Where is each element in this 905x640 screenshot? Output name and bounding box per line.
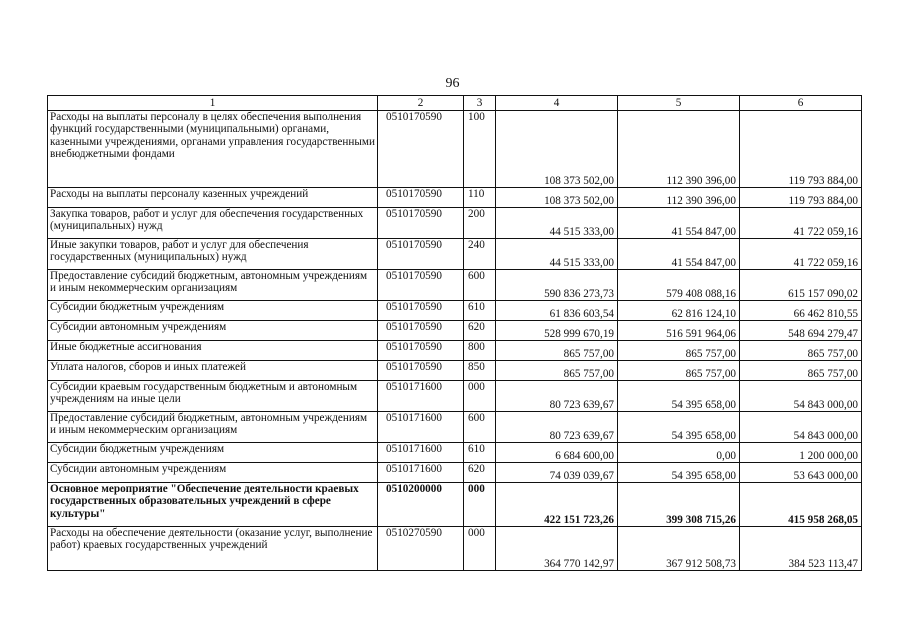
row-amount-year3-cell: 615 157 090,02 — [740, 270, 862, 301]
row-code-cell: 0510171600 — [378, 463, 464, 483]
row-name-cell: Расходы на выплаты персоналу в целях обеспечения выполнения функций государственными (муниципальными) органами, казенными учреждениями, органами управления государственными внебюджетными фондами — [48, 111, 378, 188]
header-cell-6: 6 — [740, 96, 862, 111]
row-expense-type-cell: 610 — [464, 443, 496, 463]
row-amount-year2-cell: 516 591 964,06 — [618, 321, 740, 341]
table-row — [48, 270, 862, 301]
budget-table — [47, 95, 862, 571]
row-name-cell: Субсидии автономным учреждениям — [48, 463, 378, 483]
row-name-cell: Расходы на обеспечение деятельности (оказание услуг, выполнение работ) краевых государственных учреждений — [48, 527, 378, 571]
row-name-cell: Иные закупки товаров, работ и услуг для обеспечения государственных (муниципальных) нужд — [48, 239, 378, 270]
row-expense-type-cell: 600 — [464, 270, 496, 301]
table-row — [48, 208, 862, 239]
row-amount-year3-cell: 66 462 810,55 — [740, 301, 862, 321]
row-amount-year3-cell: 548 694 279,47 — [740, 321, 862, 341]
table-row — [48, 361, 862, 381]
header-cell-1: 1 — [48, 96, 378, 111]
row-amount-year2-cell: 41 554 847,00 — [618, 208, 740, 239]
row-expense-type-cell: 200 — [464, 208, 496, 239]
row-code-cell: 0510170590 — [378, 239, 464, 270]
row-expense-type-cell: 100 — [464, 111, 496, 188]
table-row — [48, 111, 862, 188]
row-amount-year1-cell: 61 836 603,54 — [496, 301, 618, 321]
row-code-cell: 0510170590 — [378, 111, 464, 188]
row-expense-type-cell: 610 — [464, 301, 496, 321]
row-name-cell: Субсидии краевым государственным бюджетным и автономным учреждениям на иные цели — [48, 381, 378, 412]
row-code-cell: 0510170590 — [378, 188, 464, 208]
row-expense-type-cell: 000 — [464, 483, 496, 527]
table-row — [48, 412, 862, 443]
row-amount-year1-cell: 80 723 639,67 — [496, 381, 618, 412]
row-amount-year3-cell: 41 722 059,16 — [740, 208, 862, 239]
row-expense-type-cell: 240 — [464, 239, 496, 270]
table-row — [48, 301, 862, 321]
row-amount-year3-cell: 1 200 000,00 — [740, 443, 862, 463]
row-name-cell: Расходы на выплаты персоналу казенных учреждений — [48, 188, 378, 208]
row-amount-year1-cell: 74 039 039,67 — [496, 463, 618, 483]
row-name-cell: Субсидии бюджетным учреждениям — [48, 443, 378, 463]
row-name-cell: Основное мероприятие "Обеспечение деятельности краевых государственных образовательных учреждений в сфере культуры" — [48, 483, 378, 527]
row-expense-type-cell: 620 — [464, 321, 496, 341]
row-code-cell: 0510170590 — [378, 270, 464, 301]
row-amount-year2-cell: 865 757,00 — [618, 361, 740, 381]
row-name-cell: Субсидии бюджетным учреждениям — [48, 301, 378, 321]
row-name-cell: Иные бюджетные ассигнования — [48, 341, 378, 361]
row-amount-year2-cell: 112 390 396,00 — [618, 111, 740, 188]
row-code-cell: 0510170590 — [378, 361, 464, 381]
row-expense-type-cell: 850 — [464, 361, 496, 381]
row-amount-year3-cell: 865 757,00 — [740, 361, 862, 381]
row-name-cell: Закупка товаров, работ и услуг для обеспечения государственных (муниципальных) нужд — [48, 208, 378, 239]
row-amount-year2-cell: 41 554 847,00 — [618, 239, 740, 270]
row-amount-year2-cell: 62 816 124,10 — [618, 301, 740, 321]
row-name-cell: Предоставление субсидий бюджетным, автономным учреждениям и иным некоммерческим организациям — [48, 270, 378, 301]
row-amount-year3-cell: 415 958 268,05 — [740, 483, 862, 527]
row-code-cell: 0510171600 — [378, 381, 464, 412]
table-row — [48, 483, 862, 527]
row-code-cell: 0510170590 — [378, 301, 464, 321]
header-cell-5: 5 — [618, 96, 740, 111]
row-amount-year2-cell: 367 912 508,73 — [618, 527, 740, 571]
row-amount-year1-cell: 528 999 670,19 — [496, 321, 618, 341]
row-name-cell: Уплата налогов, сборов и иных платежей — [48, 361, 378, 381]
row-expense-type-cell: 000 — [464, 381, 496, 412]
row-amount-year2-cell: 0,00 — [618, 443, 740, 463]
row-amount-year3-cell: 119 793 884,00 — [740, 188, 862, 208]
row-amount-year1-cell: 422 151 723,26 — [496, 483, 618, 527]
table-row — [48, 321, 862, 341]
table-row — [48, 239, 862, 270]
row-amount-year3-cell: 53 643 000,00 — [740, 463, 862, 483]
row-amount-year1-cell: 865 757,00 — [496, 361, 618, 381]
row-name-cell: Предоставление субсидий бюджетным, автономным учреждениям и иным некоммерческим организациям — [48, 412, 378, 443]
table-row — [48, 188, 862, 208]
table-row — [48, 527, 862, 571]
row-amount-year3-cell: 54 843 000,00 — [740, 412, 862, 443]
table-header-row — [48, 96, 862, 111]
header-cell-4: 4 — [496, 96, 618, 111]
row-amount-year2-cell: 399 308 715,26 — [618, 483, 740, 527]
row-amount-year3-cell: 384 523 113,47 — [740, 527, 862, 571]
header-cell-3: 3 — [464, 96, 496, 111]
row-amount-year2-cell: 54 395 658,00 — [618, 412, 740, 443]
row-code-cell: 0510170590 — [378, 321, 464, 341]
row-amount-year1-cell: 108 373 502,00 — [496, 188, 618, 208]
row-code-cell: 0510170590 — [378, 341, 464, 361]
row-amount-year1-cell: 6 684 600,00 — [496, 443, 618, 463]
row-amount-year2-cell: 54 395 658,00 — [618, 463, 740, 483]
row-expense-type-cell: 000 — [464, 527, 496, 571]
row-amount-year1-cell: 44 515 333,00 — [496, 208, 618, 239]
page-number: 96 — [445, 76, 460, 91]
row-code-cell: 0510171600 — [378, 412, 464, 443]
row-amount-year3-cell: 41 722 059,16 — [740, 239, 862, 270]
row-amount-year3-cell: 54 843 000,00 — [740, 381, 862, 412]
row-amount-year2-cell: 579 408 088,16 — [618, 270, 740, 301]
header-cell-2: 2 — [378, 96, 464, 111]
row-amount-year2-cell: 54 395 658,00 — [618, 381, 740, 412]
row-amount-year1-cell: 108 373 502,00 — [496, 111, 618, 188]
row-expense-type-cell: 600 — [464, 412, 496, 443]
row-code-cell: 0510270590 — [378, 527, 464, 571]
table-row — [48, 443, 862, 463]
row-amount-year2-cell: 112 390 396,00 — [618, 188, 740, 208]
row-code-cell: 0510200000 — [378, 483, 464, 527]
row-name-cell: Субсидии автономным учреждениям — [48, 321, 378, 341]
row-amount-year3-cell: 865 757,00 — [740, 341, 862, 361]
row-expense-type-cell: 110 — [464, 188, 496, 208]
row-amount-year1-cell: 590 836 273,73 — [496, 270, 618, 301]
row-code-cell: 0510170590 — [378, 208, 464, 239]
table-row — [48, 381, 862, 412]
table-row — [48, 341, 862, 361]
row-amount-year1-cell: 80 723 639,67 — [496, 412, 618, 443]
row-expense-type-cell: 800 — [464, 341, 496, 361]
row-expense-type-cell: 620 — [464, 463, 496, 483]
row-amount-year1-cell: 364 770 142,97 — [496, 527, 618, 571]
row-amount-year2-cell: 865 757,00 — [618, 341, 740, 361]
table-row — [48, 463, 862, 483]
row-code-cell: 0510171600 — [378, 443, 464, 463]
row-amount-year1-cell: 865 757,00 — [496, 341, 618, 361]
row-amount-year3-cell: 119 793 884,00 — [740, 111, 862, 188]
row-amount-year1-cell: 44 515 333,00 — [496, 239, 618, 270]
